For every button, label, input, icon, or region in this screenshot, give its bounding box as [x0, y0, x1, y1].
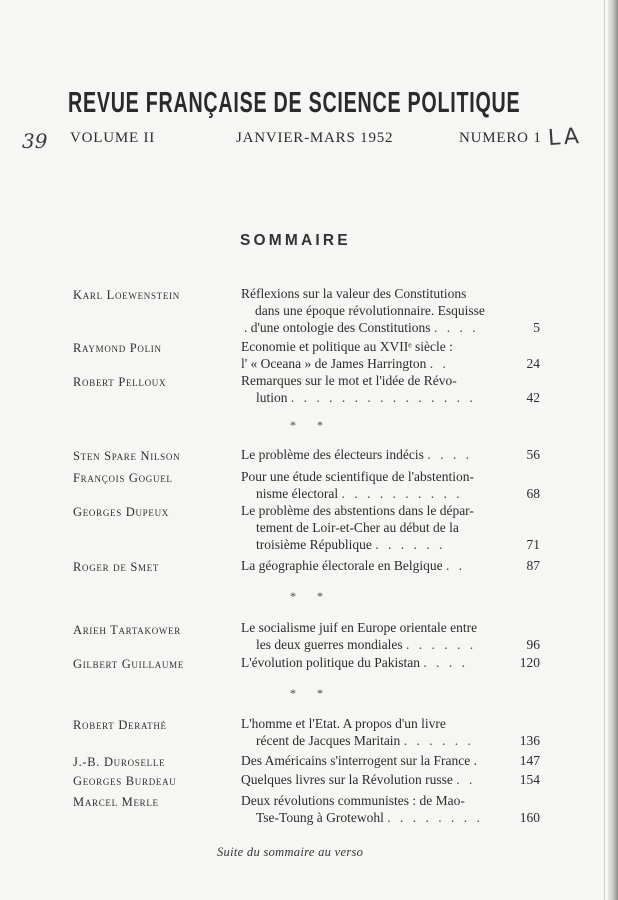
toc-title-text: . d'une ontologie des Constitutions — [244, 320, 431, 335]
toc-author: François Goguel — [73, 471, 173, 485]
toc-title-line: tement de Loir-et-Cher au début de la — [256, 520, 459, 535]
toc-page-number: 24 — [526, 356, 540, 371]
handwritten-initials: LA — [547, 123, 583, 152]
toc-title-line — [241, 772, 475, 788]
toc-title-text: récent de Jacques Maritain — [256, 733, 401, 748]
toc-title-text: Le problème des électeurs indécis — [241, 447, 424, 462]
toc-title-text: Tse-Toung à Grotewohl — [256, 810, 384, 825]
section-separator: * * — [290, 589, 332, 603]
toc-title-line: Remarques sur le mot et l'idée de Révo- — [241, 373, 457, 388]
toc-author: Arieh Tartakower — [73, 623, 181, 637]
toc-author: Robert Pelloux — [73, 375, 167, 389]
toc-title-text: les deux guerres mondiales — [256, 637, 403, 652]
toc-title-line — [244, 320, 479, 336]
leader-dots: . . . . . . — [405, 637, 477, 652]
leader-dots: . . — [429, 356, 449, 371]
leader-dots: . . . . . . . . . . . . . . . — [290, 390, 476, 405]
toc-page-number: 147 — [519, 753, 540, 768]
handwritten-number: 39 — [22, 129, 48, 153]
toc-title-line: Deux révolutions communistes : de Mao- — [241, 793, 465, 808]
toc-title-line: Pour une étude scientifique de l'abstention- — [241, 469, 474, 484]
leader-dots: . . . . — [427, 447, 472, 462]
toc-title-line — [256, 486, 463, 502]
toc-author: Raymond Polin — [73, 341, 162, 355]
toc-title-line — [256, 537, 445, 553]
toc-author: Sten Spare Nilson — [73, 449, 181, 463]
toc-page-number: 160 — [519, 810, 540, 825]
toc-page-number: 56 — [526, 447, 540, 462]
toc-page-number: 120 — [519, 655, 540, 670]
leader-dots: . . . . . . — [403, 733, 474, 748]
toc-title-line: Le socialisme juif en Europe orientale entre — [241, 620, 478, 635]
toc-page-number: 68 — [526, 486, 540, 501]
toc-page-number: 136 — [519, 733, 540, 748]
toc-title-line — [241, 447, 472, 463]
section-separator: * * — [290, 418, 332, 432]
toc-title-line: dans une époque révolutionnaire. Esquisse — [255, 303, 485, 318]
toc-author: Georges Dupeux — [73, 505, 169, 519]
toc-author: Roger de Smet — [73, 560, 160, 574]
toc-title-text: L'évolution politique du Pakistan — [241, 655, 421, 670]
toc-title-line — [241, 558, 465, 574]
leader-dots: . . — [446, 558, 466, 573]
leader-dots: . . . . . . . . . . — [341, 486, 463, 501]
toc-author: Robert Derathé — [73, 718, 167, 732]
leader-dots: . . . . — [423, 655, 469, 670]
toc-title-line — [241, 356, 449, 372]
toc-title-line — [256, 810, 483, 826]
issue-number: NUMERO 1 — [459, 130, 542, 146]
section-separator: * * — [290, 686, 332, 700]
toc-author: Georges Burdeau — [73, 774, 177, 788]
toc-title-text: La géographie électorale en Belgique — [241, 558, 443, 573]
toc-author: Gilbert Guillaume — [73, 657, 185, 671]
toc-page-number: 71 — [526, 537, 540, 552]
continuation-note: Suite du sommaire au verso — [217, 845, 364, 859]
toc-author: Marcel Merle — [73, 795, 159, 809]
toc-page-number: 154 — [519, 772, 540, 787]
toc-title-line: Economie et politique au XVIIᵉ siècle : — [241, 339, 453, 354]
toc-title-text: lution — [256, 390, 288, 405]
toc-title-line — [256, 390, 476, 406]
leader-dots: . . . . . . — [375, 537, 446, 552]
toc-title-line — [256, 733, 474, 749]
toc-title-text: l' « Oceana » de James Harrington — [241, 356, 427, 371]
leader-dots: . . . . . . . . — [387, 810, 483, 825]
toc-page-number: 96 — [526, 637, 540, 652]
toc-title-line — [241, 655, 468, 671]
toc-page-number: 5 — [533, 320, 540, 335]
toc-title-text: troisième République — [256, 537, 372, 552]
toc-page-number: 42 — [526, 390, 540, 405]
toc-title-line: Le problème des abstentions dans le dépar- — [241, 503, 474, 518]
toc-title-line: L'homme et l'Etat. A propos d'un livre — [241, 716, 446, 731]
page-fold-line — [604, 0, 605, 900]
toc-title-line: Des Américains s'interrogent sur la France . — [241, 753, 477, 768]
toc-title-text: nisme électoral — [256, 486, 339, 501]
journal-title: REVUE FRANÇAISE DE SCIENCE POLITIQUE — [68, 87, 521, 119]
toc-title-line: Réflexions sur la valeur des Constitutions — [241, 286, 467, 301]
issue-date: JANVIER-MARS 1952 — [236, 130, 394, 146]
book-spine — [608, 0, 618, 900]
toc-title-text: Quelques livres sur la Révolution russe — [241, 772, 453, 787]
leader-dots: . . . . — [433, 320, 479, 335]
volume-label: VOLUME II — [70, 130, 156, 146]
toc-author: Karl Loewenstein — [73, 288, 180, 302]
toc-title-line — [256, 637, 476, 653]
sommaire-heading: SOMMAIRE — [240, 232, 351, 249]
toc-page-number: 87 — [526, 558, 540, 573]
leader-dots: . . — [456, 772, 476, 787]
toc-author: J.-B. Duroselle — [73, 755, 166, 769]
